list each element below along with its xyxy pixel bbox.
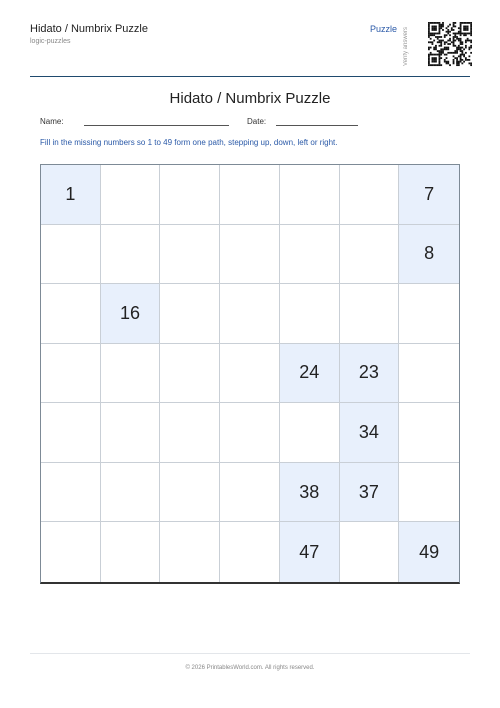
grid-cell-empty[interactable] [340,165,400,225]
instructions: Fill in the missing numbers so 1 to 49 form one path, stepping up, down, left or right. [40,138,338,147]
grid-cell-given: 24 [280,344,340,404]
grid-cell-empty[interactable] [399,284,459,344]
grid-cell-empty[interactable] [160,403,220,463]
grid-cell-given: 7 [399,165,459,225]
name-line[interactable] [84,125,229,126]
footer-divider [30,653,470,654]
grid-cell-given: 37 [340,463,400,523]
grid-cell-empty[interactable] [160,225,220,285]
grid-cell-empty[interactable] [280,225,340,285]
grid-cell-empty[interactable] [41,522,101,582]
category-link[interactable]: Puzzle [370,24,398,34]
page-title: Hidato / Numbrix Puzzle [169,90,331,107]
grid-cell-empty[interactable] [41,344,101,404]
grid-cell-empty[interactable] [160,284,220,344]
grid-cell-given: 47 [280,522,340,582]
grid-cell-empty[interactable] [160,165,220,225]
grid-cell-given: 16 [101,284,161,344]
grid-cell-given: 23 [340,344,400,404]
grid-cell-given: 38 [280,463,340,523]
name-date-fields [40,117,358,126]
puzzle-grid [40,164,460,584]
date-label: Date: [247,117,267,126]
grid-cell-empty[interactable] [220,284,280,344]
grid-cell-empty[interactable] [101,403,161,463]
grid-cell-empty[interactable] [160,344,220,404]
grid-cell-given: 34 [340,403,400,463]
grid-cell-empty[interactable] [101,463,161,523]
grid-cell-empty[interactable] [340,284,400,344]
header-divider [30,76,470,77]
grid-cell-empty[interactable] [340,522,400,582]
grid-cell-empty[interactable] [101,225,161,285]
grid-cell-empty[interactable] [160,463,220,523]
grid-cell-empty[interactable] [280,284,340,344]
grid-cell-empty[interactable] [220,522,280,582]
grid-cell-empty[interactable] [41,284,101,344]
qr-code-icon[interactable] [428,16,472,72]
grid-cell-empty[interactable] [220,165,280,225]
grid-cell-empty[interactable] [220,225,280,285]
grid-cell-empty[interactable] [220,403,280,463]
name-label: Name: [40,117,64,126]
grid-cell-empty[interactable] [280,165,340,225]
grid-cell-empty[interactable] [280,403,340,463]
grid-cell-empty[interactable] [160,522,220,582]
verify-answers-label: Verify answers [403,26,409,66]
grid-cell-empty[interactable] [101,165,161,225]
grid-cell-empty[interactable] [399,403,459,463]
grid-cell-empty[interactable] [41,225,101,285]
grid-cell-empty[interactable] [220,463,280,523]
grid-cell-empty[interactable] [101,344,161,404]
date-line[interactable] [276,125,358,126]
grid-cell-empty[interactable] [41,403,101,463]
grid-cell-empty[interactable] [220,344,280,404]
grid-cell-empty[interactable] [41,463,101,523]
site-header-title: Hidato / Numbrix Puzzle [30,23,148,35]
grid-cell-given: 49 [399,522,459,582]
footer-copyright: © 2026 PrintablesWorld.com. All rights reserved. [185,665,315,671]
grid-cell-given: 8 [399,225,459,285]
grid-cell-empty[interactable] [340,225,400,285]
grid-cell-given: 1 [41,165,101,225]
grid-cell-empty[interactable] [399,344,459,404]
grid-cell-empty[interactable] [399,463,459,523]
site-header-subtitle: logic-puzzles [30,38,71,45]
grid-cell-empty[interactable] [101,522,161,582]
